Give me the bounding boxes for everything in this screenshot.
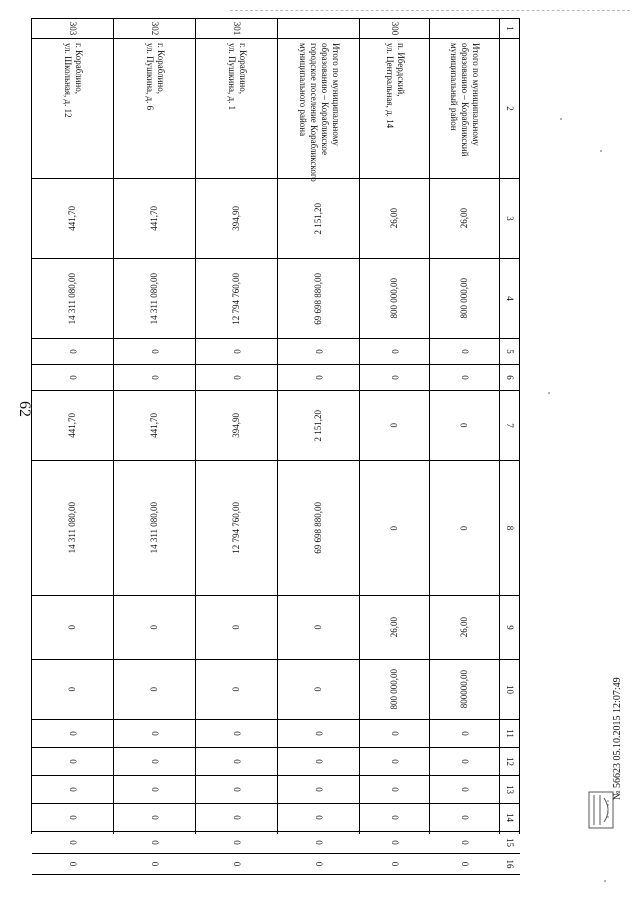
value-cell: 0 <box>278 803 360 831</box>
table-header-row <box>500 18 520 869</box>
header-cell: 9 <box>500 595 520 659</box>
value-cell: 0 <box>360 719 430 747</box>
value-cell: 0 <box>196 659 278 719</box>
value-cell: 0 <box>360 831 430 853</box>
value-cell: 0 <box>114 831 196 853</box>
header-cell: 8 <box>500 460 520 595</box>
value-cell: 0 <box>196 595 278 659</box>
header-cell: 15 <box>500 831 520 853</box>
table-row <box>114 18 196 867</box>
header-cell: 3 <box>500 178 520 258</box>
value-cell: 0 <box>32 719 114 747</box>
value-cell: 0 <box>32 595 114 659</box>
value-cell: 0 <box>32 775 114 803</box>
value-cell: 12 794 760,00 <box>196 258 278 338</box>
header-cell: 7 <box>500 390 520 460</box>
value-cell: 441,70 <box>114 178 196 258</box>
value-cell: 0 <box>430 719 500 747</box>
value-cell: 0 <box>32 803 114 831</box>
header-cell: 1 <box>500 18 520 38</box>
value-cell: 0 <box>196 338 278 364</box>
row-number-cell <box>430 18 500 38</box>
table-grid-line <box>519 18 520 834</box>
header-cell: 11 <box>500 719 520 747</box>
value-cell: 0 <box>196 775 278 803</box>
header-cell: 10 <box>500 659 520 719</box>
scan-speck <box>600 150 602 152</box>
value-cell: 2 151,20 <box>278 178 360 258</box>
table-grid-line <box>31 18 32 834</box>
header-cell: 16 <box>500 853 520 875</box>
address-cell: г. Кораблино, ул. Школьная, д. 12 <box>32 38 114 178</box>
value-cell: 0 <box>278 364 360 390</box>
value-cell: 0 <box>430 747 500 775</box>
value-cell: 0 <box>32 364 114 390</box>
value-cell: 394,90 <box>196 178 278 258</box>
scan-speck <box>548 392 550 394</box>
value-cell: 0 <box>114 747 196 775</box>
value-cell: 0 <box>360 460 430 595</box>
row-number-cell <box>278 18 360 38</box>
value-cell: 69 698 880,00 <box>278 460 360 595</box>
value-cell: 0 <box>196 364 278 390</box>
value-cell: 0 <box>360 775 430 803</box>
scan-speck <box>560 118 562 120</box>
value-cell: 0 <box>430 460 500 595</box>
value-cell: 2 151,20 <box>278 390 360 460</box>
value-cell: 0 <box>114 853 196 875</box>
address-cell: Итого по муниципальному образованию – Корабликское городское поселение Корабликского муниципального района <box>278 38 360 178</box>
table-grid-line <box>499 18 500 834</box>
value-cell: 0 <box>196 719 278 747</box>
value-cell: 0 <box>278 719 360 747</box>
value-cell: 800000,00 <box>430 659 500 719</box>
value-cell: 0 <box>196 803 278 831</box>
row-number-cell: 300 <box>360 18 430 38</box>
row-number-cell: 302 <box>114 18 196 38</box>
value-cell: 0 <box>114 775 196 803</box>
header-cell: 13 <box>500 775 520 803</box>
value-cell: 441,70 <box>32 178 114 258</box>
address-cell: Итого по муниципальному образованию – Корабликский муниципальный район <box>430 38 500 178</box>
row-number-cell: 303 <box>32 18 114 38</box>
value-cell: 0 <box>430 775 500 803</box>
value-cell: 0 <box>114 659 196 719</box>
value-cell: 0 <box>114 803 196 831</box>
value-cell: 0 <box>32 338 114 364</box>
header-cell: 4 <box>500 258 520 338</box>
value-cell: 0 <box>114 364 196 390</box>
value-cell: 14 311 080,00 <box>32 258 114 338</box>
scan-speck <box>604 880 606 882</box>
value-cell: 0 <box>360 803 430 831</box>
value-cell: 14 311 080,00 <box>114 258 196 338</box>
address-cell: п. Ибердский, ул. Центральная, д. 14 <box>360 38 430 178</box>
value-cell: 0 <box>114 595 196 659</box>
table-grid-line <box>429 18 430 834</box>
value-cell: 800 000,00 <box>360 258 430 338</box>
value-cell: 12 794 760,00 <box>196 460 278 595</box>
table-row <box>32 18 114 867</box>
value-cell: 14 311 080,00 <box>114 460 196 595</box>
value-cell: 0 <box>360 364 430 390</box>
value-cell: 394,90 <box>196 390 278 460</box>
value-cell: 0 <box>114 719 196 747</box>
value-cell: 26,00 <box>360 178 430 258</box>
table-grid-line <box>359 18 360 834</box>
value-cell: 0 <box>430 364 500 390</box>
value-cell: 0 <box>32 853 114 875</box>
value-cell: 0 <box>278 775 360 803</box>
value-cell: 0 <box>278 338 360 364</box>
value-cell: 0 <box>278 747 360 775</box>
address-cell: г. Кораблино, ул. Пушкина, д. 1 <box>196 38 278 178</box>
document-registration-id: № 56623 05.10.2015 12:07:49 <box>612 677 623 800</box>
value-cell: 0 <box>430 390 500 460</box>
value-cell: 26,00 <box>430 595 500 659</box>
header-cell: 12 <box>500 747 520 775</box>
table-grid-line <box>113 18 114 834</box>
value-cell: 800 000,00 <box>360 659 430 719</box>
value-cell: 0 <box>32 831 114 853</box>
row-number-cell: 301 <box>196 18 278 38</box>
value-cell: 0 <box>278 831 360 853</box>
value-cell: 0 <box>32 747 114 775</box>
value-cell: 441,70 <box>114 390 196 460</box>
table-grid-line <box>277 18 278 834</box>
header-cell: 6 <box>500 364 520 390</box>
value-cell: 0 <box>430 831 500 853</box>
value-cell: 0 <box>114 338 196 364</box>
value-cell: 441,70 <box>32 390 114 460</box>
value-cell: 0 <box>360 747 430 775</box>
value-cell: 0 <box>196 831 278 853</box>
address-cell: г. Кораблино, ул. Пушкина, д. 6 <box>114 38 196 178</box>
table-row <box>278 18 360 867</box>
value-cell: 0 <box>278 853 360 875</box>
value-cell: 0 <box>196 747 278 775</box>
value-cell: 14 311 080,00 <box>32 460 114 595</box>
value-cell: 0 <box>196 853 278 875</box>
table-row <box>360 18 430 867</box>
page-number: 62 <box>16 401 33 417</box>
top-rule <box>230 10 630 11</box>
value-cell: 0 <box>278 595 360 659</box>
table-rotated-body <box>32 18 520 875</box>
value-cell: 26,00 <box>430 178 500 258</box>
table-grid-line <box>195 18 196 834</box>
value-cell: 0 <box>278 659 360 719</box>
header-cell: 14 <box>500 803 520 831</box>
value-cell: 0 <box>360 390 430 460</box>
value-cell: 800 000,00 <box>430 258 500 338</box>
header-cell: 5 <box>500 338 520 364</box>
table-row <box>196 18 278 867</box>
value-cell: 0 <box>430 853 500 875</box>
value-cell: 26,00 <box>360 595 430 659</box>
value-cell: 0 <box>32 659 114 719</box>
value-cell: 0 <box>430 803 500 831</box>
value-cell: 69 698 880,00 <box>278 258 360 338</box>
table-row <box>430 18 500 867</box>
value-cell: 0 <box>430 338 500 364</box>
header-cell: 2 <box>500 38 520 178</box>
value-cell: 0 <box>360 853 430 875</box>
data-table <box>58 18 520 869</box>
value-cell: 0 <box>360 338 430 364</box>
